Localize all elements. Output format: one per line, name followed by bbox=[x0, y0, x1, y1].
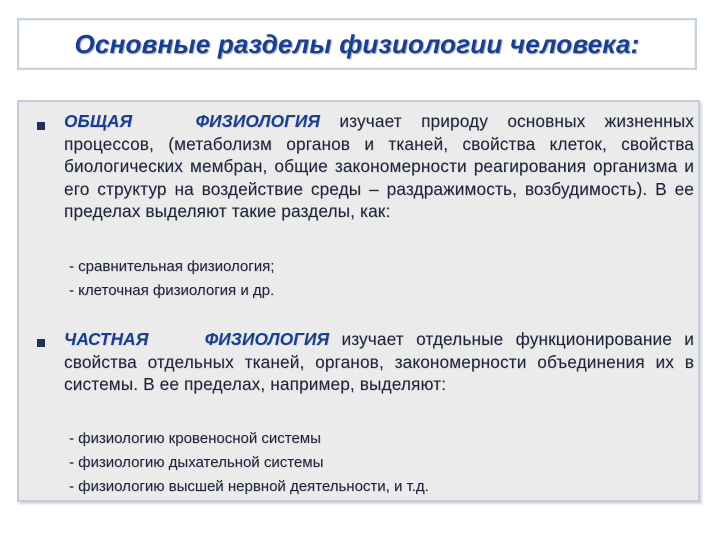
paragraph-general-physiology bbox=[64, 110, 694, 223]
term-general-physiology: ОБЩАЯ ФИЗИОЛОГИЯ bbox=[64, 111, 321, 131]
list-item: - физиологию высшей нервной деятельности, и т.д. bbox=[69, 478, 429, 495]
list-item: - физиологию кровеносной системы bbox=[69, 430, 321, 447]
square-bullet-icon bbox=[37, 122, 45, 130]
title-box bbox=[17, 18, 697, 70]
slide-title: Основные разделы физиологии человека: bbox=[74, 29, 640, 59]
list-item: - клеточная физиология и др. bbox=[69, 282, 275, 299]
text-specific-physiology: изучает отдельные функционирование и свойства отдельных тканей, органов, закономерности объединения их в системы. В ее пределах, например, выделяют: bbox=[64, 329, 694, 394]
term-specific-physiology: ЧАСТНАЯ ФИЗИОЛОГИЯ bbox=[64, 329, 330, 349]
text-general-physiology: изучает природу основных жизненных процессов, (метаболизм органов и тканей, свойства клеток, свойства биологических мембран, общие закономерности реагирования организма и его структур на воздействие среды – раздражимость, возбудимость). В ее пределах выделяют такие разделы, как: bbox=[64, 111, 694, 221]
square-bullet-icon bbox=[37, 339, 45, 347]
list-item: - сравнительная физиология; bbox=[69, 258, 275, 275]
content-box bbox=[17, 100, 700, 502]
paragraph-specific-physiology bbox=[64, 328, 694, 396]
list-item: - физиологию дыхательной системы bbox=[69, 454, 324, 471]
